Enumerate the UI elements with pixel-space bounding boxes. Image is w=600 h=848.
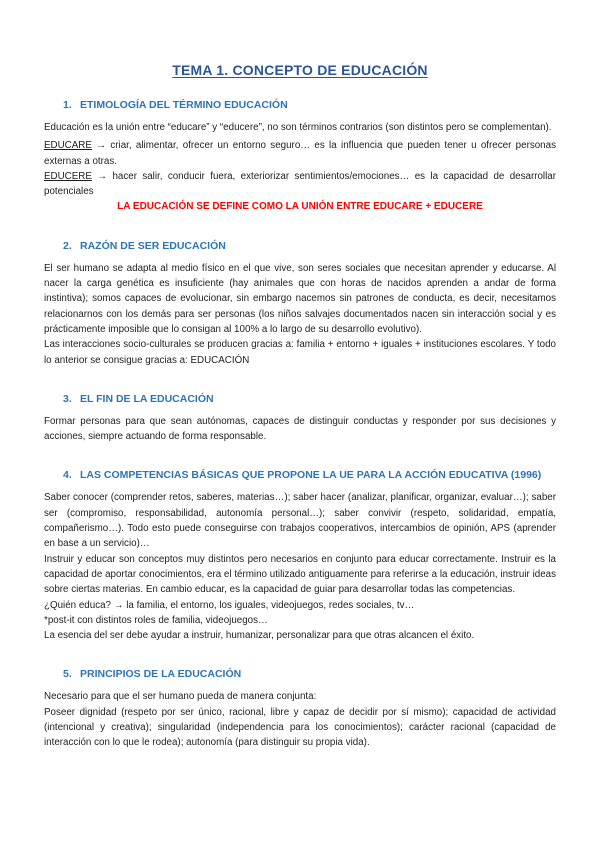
section-number: 3. bbox=[63, 392, 72, 405]
section-etimologia bbox=[44, 98, 556, 215]
highlight-definition: LA EDUCACIÓN SE DEFINE COMO LA UNIÓN ENTRE EDUCARE + EDUCERE bbox=[117, 201, 483, 213]
section-heading-fin bbox=[63, 392, 556, 406]
paragraph-principios-1: Necesario para que el ser humano pueda de manera conjunta: bbox=[44, 691, 317, 703]
paragraph-educare bbox=[44, 138, 556, 169]
paragraph-quien-educa: ¿Quién educa? → la familia, el entorno, los iguales, videojuegos, redes sociales, tv… bbox=[44, 599, 415, 611]
paragraph-postit-note: *post-it con distintos roles de familia, videojuegos… bbox=[44, 614, 268, 626]
paragraph-principios-2: Poseer dignidad (respeto por ser único, racional, libre y capaz de decidir por sí mismo); capacidad de actividad (intencional y creativa); singularidad (independencia para los conocimientos); carácter racional (capacidad de interacción con lo que le rodea); autonomía (para distinguir su propia vida). bbox=[44, 706, 556, 749]
section-competencias bbox=[44, 468, 556, 643]
section-principios bbox=[44, 667, 556, 750]
section-razon bbox=[44, 239, 556, 368]
section-heading-razon bbox=[63, 239, 556, 253]
arrow-glyph: → bbox=[97, 170, 108, 182]
paragraph-etimologia-intro: Educación es la unión entre “educare” y “educere”, no son términos contrarios (son distintos pero se complementan). bbox=[44, 122, 552, 133]
paragraph-esencia: La esencia del ser debe ayudar a instruir, humanizar, personalizar para que otras alcancen el éxito. bbox=[44, 630, 475, 642]
paragraph-educere bbox=[44, 169, 556, 200]
section-number: 1. bbox=[63, 99, 72, 111]
section-heading-competencias bbox=[63, 468, 556, 482]
paragraph-razon-1: El ser humano se adapta al medio físico en el que vive, son seres sociales que necesitan aprender y educarse. Al nacer la carga genética es insuficiente (hay animales que con horas de nacidos aprenden a andar de forma instintiva); somos capaces de evolucionar, sin embargo nacemos sin patrones de conducta, es decir, necesitamos relacionarnos con los demás para ser personas (los niños salvajes documentados nacen sin interacción social y es prácticamente imposible que lo consigan al 100% a lo largo de su desarrollo evolutivo). bbox=[44, 262, 556, 335]
paragraph-competencias-1: Saber conocer (comprender retos, saberes, materias…); saber hacer (analizar, planificar, organizar, evaluar…); saber ser (compromiso, responsabilidad, autonomía personal…); saber convivir (respeto, solidaridad, empatía, compañerismo…). Todo esto puede conseguirse con trabajos cooperativos, intercambios de opinión, APS (aprender en base a un servicio)… bbox=[44, 492, 556, 550]
section-heading-etimologia bbox=[63, 98, 556, 112]
section-heading-text: LAS COMPETENCIAS BÁSICAS QUE PROPONE LA UE PARA LA ACCIÓN EDUCATIVA (1996) bbox=[80, 469, 542, 482]
section-number: 4. bbox=[63, 469, 72, 482]
section-number: 2. bbox=[63, 239, 72, 252]
term-educere: EDUCERE bbox=[44, 170, 92, 182]
paragraph-fin-1: Formar personas para que sean autónomas, capaces de distinguir conductas y responder por sus decisiones y acciones, siempre actuando de forma responsable. bbox=[44, 415, 556, 443]
section-number: 5. bbox=[63, 668, 72, 681]
section-heading-principios bbox=[63, 667, 556, 681]
arrow-glyph: → bbox=[96, 140, 107, 152]
paragraph-competencias-2: Instruir y educar son conceptos muy distintos pero necesarios en conjunto para educar correctamente. Instruir es la capacidad de aportar conocimientos, era el término utilizado antiguamente para referirse a la educación, instruir ideas sobre ciertas materias. En cambio educar, es la capacidad de guiar para desarrollar todas las competencias. bbox=[44, 553, 556, 596]
section-heading-text: RAZÓN DE SER EDUCACIÓN bbox=[80, 239, 226, 252]
term-educare: EDUCARE bbox=[44, 140, 92, 152]
definition-educere: hacer salir, conducir fuera, exteriorizar sentimientos/emociones… es la capacidad de desarrollar potenciales bbox=[44, 170, 556, 198]
section-heading-text: EL FIN DE LA EDUCACIÓN bbox=[80, 392, 214, 405]
definition-educare: criar, alimentar, ofrecer un entorno seguro… es la influencia que pueden tener u ofrecer personas externas a otras. bbox=[44, 140, 556, 167]
section-heading-text: PRINCIPIOS DE LA EDUCACIÓN bbox=[80, 668, 242, 681]
page-title: TEMA 1. CONCEPTO DE EDUCACIÓN bbox=[172, 62, 428, 78]
section-fin bbox=[44, 392, 556, 445]
paragraph-razon-2: Las interacciones socio-culturales se producen gracias a: familia + entorno + iguales + instituciones escolares. Y todo lo anterior se consigue gracias a: EDUCACIÓN bbox=[44, 339, 556, 366]
section-heading-text: ETIMOLOGÍA DEL TÉRMINO EDUCACIÓN bbox=[80, 99, 288, 111]
